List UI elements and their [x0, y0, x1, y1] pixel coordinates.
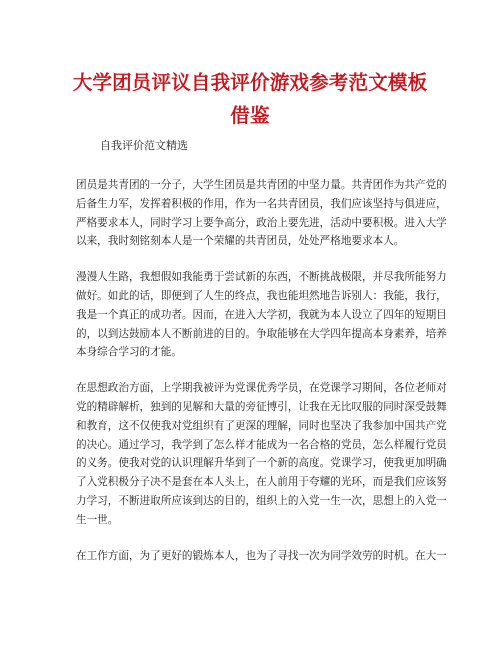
paragraph-line: 党的精辟解析，独到的见解和大量的旁征博引，让我在无比叹服的同时深受鼓舞 — [76, 400, 447, 413]
paragraph-line: 力学习，不断进取所应该到达的目的，组织上的入党一生一次，思想上的入党一 — [76, 494, 447, 507]
paragraph-line: 生一世。 — [76, 513, 119, 526]
paragraph-1 — [76, 176, 447, 251]
paragraph-line: 的，以到达鼓励本人不断前进的目的。争取能够在大学四年提高本身素养，培养 — [76, 327, 447, 340]
paragraph-line: 的决心。通过学习，我学到了怎么样才能成为一名合格的党员，怎么样履行党员 — [76, 438, 447, 451]
paragraph-3 — [76, 379, 447, 529]
document-title — [60, 66, 440, 132]
paragraph-line: 和教育，这不仅使我对党组织有了更深的理解，同时也坚决了我参加中国共产党 — [76, 419, 447, 432]
paragraph-line: 后备生力军，发挥着积极的作用，作为一名共青团员，我们应该坚持与俱进应， — [76, 197, 447, 210]
paragraph-line: 做好。如此的话，即便到了人生的终点，我也能坦然地告诉别人：我能，我行， — [76, 289, 447, 302]
paragraph-line: 了入党积极分子决不是套在本人头上，在人前用于夸耀的光环，而是我们应该努 — [76, 476, 447, 489]
title-line-1: 大学团员评议自我评价游戏参考范文模板 — [72, 71, 428, 94]
paragraph-line: 严格要求本人，同时学习上要争高分，政治上要先进，活动中要积极。进入大学 — [76, 216, 447, 229]
paragraph-line: 在工作方面，为了更好的锻炼本人，也为了寻找一次为同学效劳的时机。在大一 — [76, 549, 447, 562]
document-body — [76, 176, 447, 582]
paragraph-line: 的义务。使我对党的认识理解升华到了一个新的高度。党课学习，使我更加明确 — [76, 457, 447, 470]
paragraph-line: 以来，我时刻铭刻本人是一个荣耀的共青团员，处处严格地要求本人。 — [76, 235, 405, 248]
paragraph-line: 我是一个真正的成功者。因而，在进入大学初，我就为本人设立了四年的短期目 — [76, 308, 447, 321]
title-line-2: 借鉴 — [230, 104, 270, 127]
paragraph-line: 在思想政治方面，上学期我被评为党课优秀学员，在党课学习期间，各位老师对 — [76, 382, 447, 395]
paragraph-4 — [76, 547, 447, 566]
paragraph-line: 本身综合学习的才能。 — [76, 346, 182, 359]
document-subtitle: 自我评价范文精选 — [100, 139, 188, 152]
paragraph-line: 团员是共青团的一分子，大学生团员是共青团的中坚力量。共青团作为共产党的 — [76, 179, 447, 191]
paragraph-line: 漫漫人生路，我想假如我能勇于尝试新的东西，不断挑战极限，并尽我所能努力 — [76, 271, 447, 284]
paragraph-2 — [76, 268, 447, 362]
